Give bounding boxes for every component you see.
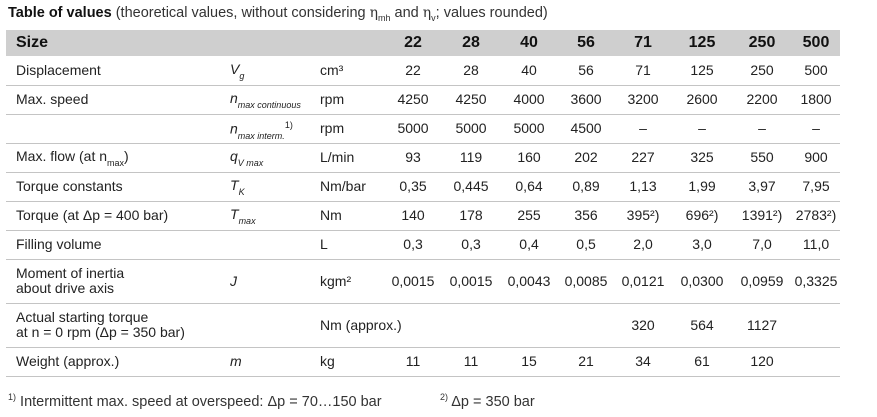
table-cell: 34 xyxy=(614,347,672,376)
table-cell: 0,0959 xyxy=(732,259,792,303)
table-cell: 21 xyxy=(558,347,614,376)
footnote-1-text: Intermittent max. speed at overspeed: Δp = 70…150 bar xyxy=(20,393,382,410)
table-cell: 325 xyxy=(672,143,732,172)
size-col-header: 71 xyxy=(614,30,672,56)
size-col-header: 125 xyxy=(672,30,732,56)
row-symbol: J xyxy=(230,259,318,303)
row-unit: Nm xyxy=(318,201,384,230)
table-cell: 120 xyxy=(732,347,792,376)
size-col-header: 250 xyxy=(732,30,792,56)
header-row xyxy=(6,30,840,56)
table-cell: 696²) xyxy=(672,201,732,230)
eta-symbol: η xyxy=(422,5,432,21)
table-title-bold: Table of values xyxy=(8,5,112,21)
table-row xyxy=(6,172,840,201)
eta-symbol: η xyxy=(369,5,378,21)
table-cell: 0,3 xyxy=(384,230,442,259)
table-cell: 0,0015 xyxy=(384,259,442,303)
footnote-2-text: Δp = 350 bar xyxy=(451,393,535,410)
table-cell: 0,64 xyxy=(500,172,558,201)
table-cell: 140 xyxy=(384,201,442,230)
table-row xyxy=(6,85,840,114)
row-unit: L xyxy=(318,230,384,259)
table-title-text-a: (theoretical values, without considering xyxy=(115,5,366,21)
table-cell: 500 xyxy=(792,56,840,85)
row-label: Weight (approx.) xyxy=(6,347,230,376)
table-cell: 40 xyxy=(500,56,558,85)
table-cell: 320 xyxy=(614,303,672,347)
table-cell: 7,0 xyxy=(732,230,792,259)
table-cell: 3,97 xyxy=(732,172,792,201)
table-cell: 0,35 xyxy=(384,172,442,201)
table-cell: 3200 xyxy=(614,85,672,114)
table-cell: 0,89 xyxy=(558,172,614,201)
size-col-header: 22 xyxy=(384,30,442,56)
eta-sub-mh: mh xyxy=(378,12,391,23)
table-cell: 2200 xyxy=(732,85,792,114)
row-unit: L/min xyxy=(318,143,384,172)
row-label: Displacement xyxy=(6,56,230,85)
table-row xyxy=(6,201,840,230)
size-col-header: 40 xyxy=(500,30,558,56)
table-cell: 1127 xyxy=(732,303,792,347)
size-col-header: 56 xyxy=(558,30,614,56)
table-cell: 125 xyxy=(672,56,732,85)
footnote-2 xyxy=(440,392,535,410)
table-cell: 160 xyxy=(500,143,558,172)
row-label: Filling volume xyxy=(6,230,230,259)
row-unit: rpm xyxy=(318,85,384,114)
table-cell: – xyxy=(732,114,792,143)
table-cell: 0,4 xyxy=(500,230,558,259)
row-unit: rpm xyxy=(318,114,384,143)
row-symbol xyxy=(230,303,318,347)
table-cell: 255 xyxy=(500,201,558,230)
table-cell: 0,3325 xyxy=(792,259,840,303)
eta-sub-v: v xyxy=(431,12,436,23)
row-label: Actual starting torque at n = 0 rpm (Δp = 350 bar) xyxy=(6,303,230,347)
table-cell xyxy=(792,303,840,347)
row-unit: Nm/bar xyxy=(318,172,384,201)
table-cell xyxy=(500,303,558,347)
row-label: Moment of inertia about drive axis xyxy=(6,259,230,303)
table-cell: 5000 xyxy=(384,114,442,143)
row-symbol: $n_{max interm.}^{1)}$ xyxy=(230,114,318,143)
row-label: Torque constants xyxy=(6,172,230,201)
table-cell: 11 xyxy=(384,347,442,376)
table-cell: 2783²) xyxy=(792,201,840,230)
size-col-header: 28 xyxy=(442,30,500,56)
table-cell: 900 xyxy=(792,143,840,172)
table-cell: 4500 xyxy=(558,114,614,143)
table-cell: 56 xyxy=(558,56,614,85)
row-unit: kgm² xyxy=(318,259,384,303)
table-cell xyxy=(558,303,614,347)
table-cell: 0,0015 xyxy=(442,259,500,303)
table-cell: 0,3 xyxy=(442,230,500,259)
table-row xyxy=(6,143,840,172)
table-cell: 227 xyxy=(614,143,672,172)
table-cell: 202 xyxy=(558,143,614,172)
table-cell: – xyxy=(614,114,672,143)
table-cell: 550 xyxy=(732,143,792,172)
row-label: Torque (at Δp = 400 bar) xyxy=(6,201,230,230)
row-symbol: $T_K$ xyxy=(230,172,318,201)
row-unit: cm³ xyxy=(318,56,384,85)
row-symbol: $q_{V max}$ xyxy=(230,143,318,172)
table-cell: 4250 xyxy=(442,85,500,114)
table-cell: 119 xyxy=(442,143,500,172)
footnote-1 xyxy=(8,392,382,410)
table-cell: 0,0043 xyxy=(500,259,558,303)
table-row xyxy=(6,230,840,259)
table-cell: 1391²) xyxy=(732,201,792,230)
table-row xyxy=(6,114,840,143)
table-cell: 2,0 xyxy=(614,230,672,259)
row-label: Max. flow (at $n_{max}$) xyxy=(6,143,230,172)
row-symbol: $V_g$ xyxy=(230,56,318,85)
table-title xyxy=(8,5,548,23)
table-cell: – xyxy=(672,114,732,143)
table-cell: 11 xyxy=(442,347,500,376)
row-unit: Nm (approx.) xyxy=(318,303,442,347)
table-cell: 3,0 xyxy=(672,230,732,259)
table-cell: 61 xyxy=(672,347,732,376)
table-cell: 1800 xyxy=(792,85,840,114)
table-cell: 15 xyxy=(500,347,558,376)
table-cell: 4000 xyxy=(500,85,558,114)
table-cell: 0,0300 xyxy=(672,259,732,303)
table-cell: 1,99 xyxy=(672,172,732,201)
table-cell: 71 xyxy=(614,56,672,85)
table-cell: 564 xyxy=(672,303,732,347)
row-symbol: m xyxy=(230,347,318,376)
table-cell: 11,0 xyxy=(792,230,840,259)
table-title-text-b: ; values rounded) xyxy=(435,5,548,21)
row-unit: kg xyxy=(318,347,384,376)
row-symbol xyxy=(230,230,318,259)
size-col-header: 500 xyxy=(792,30,840,56)
table-row xyxy=(6,259,840,303)
table-cell: 0,445 xyxy=(442,172,500,201)
table-cell: 4250 xyxy=(384,85,442,114)
table-cell: 2600 xyxy=(672,85,732,114)
table-title-and: and xyxy=(394,5,419,21)
row-label xyxy=(6,114,230,143)
table-cell: 5000 xyxy=(500,114,558,143)
size-header: Size xyxy=(6,30,384,56)
table-cell: 5000 xyxy=(442,114,500,143)
footnote-1-mark: 1) xyxy=(8,392,17,402)
table-cell: 1,13 xyxy=(614,172,672,201)
table-cell: 395²) xyxy=(614,201,672,230)
table-cell: 22 xyxy=(384,56,442,85)
table-cell: 0,5 xyxy=(558,230,614,259)
table-cell xyxy=(442,303,500,347)
table-cell: 356 xyxy=(558,201,614,230)
row-symbol: $T_{max}$ xyxy=(230,201,318,230)
table-cell: 0,0085 xyxy=(558,259,614,303)
values-table xyxy=(6,30,840,377)
table-row xyxy=(6,303,840,347)
table-cell: – xyxy=(792,114,840,143)
table-cell: 3600 xyxy=(558,85,614,114)
table-cell: 93 xyxy=(384,143,442,172)
table-cell: 7,95 xyxy=(792,172,840,201)
table-row xyxy=(6,347,840,376)
table-cell: 28 xyxy=(442,56,500,85)
row-label: Max. speed xyxy=(6,85,230,114)
table-cell: 178 xyxy=(442,201,500,230)
table-row xyxy=(6,56,840,85)
table-cell xyxy=(792,347,840,376)
table-cell: 250 xyxy=(732,56,792,85)
footnote-2-mark: 2) xyxy=(440,392,449,402)
table-cell: 0,0121 xyxy=(614,259,672,303)
row-symbol: $n_{max continuous}$ xyxy=(230,85,318,114)
